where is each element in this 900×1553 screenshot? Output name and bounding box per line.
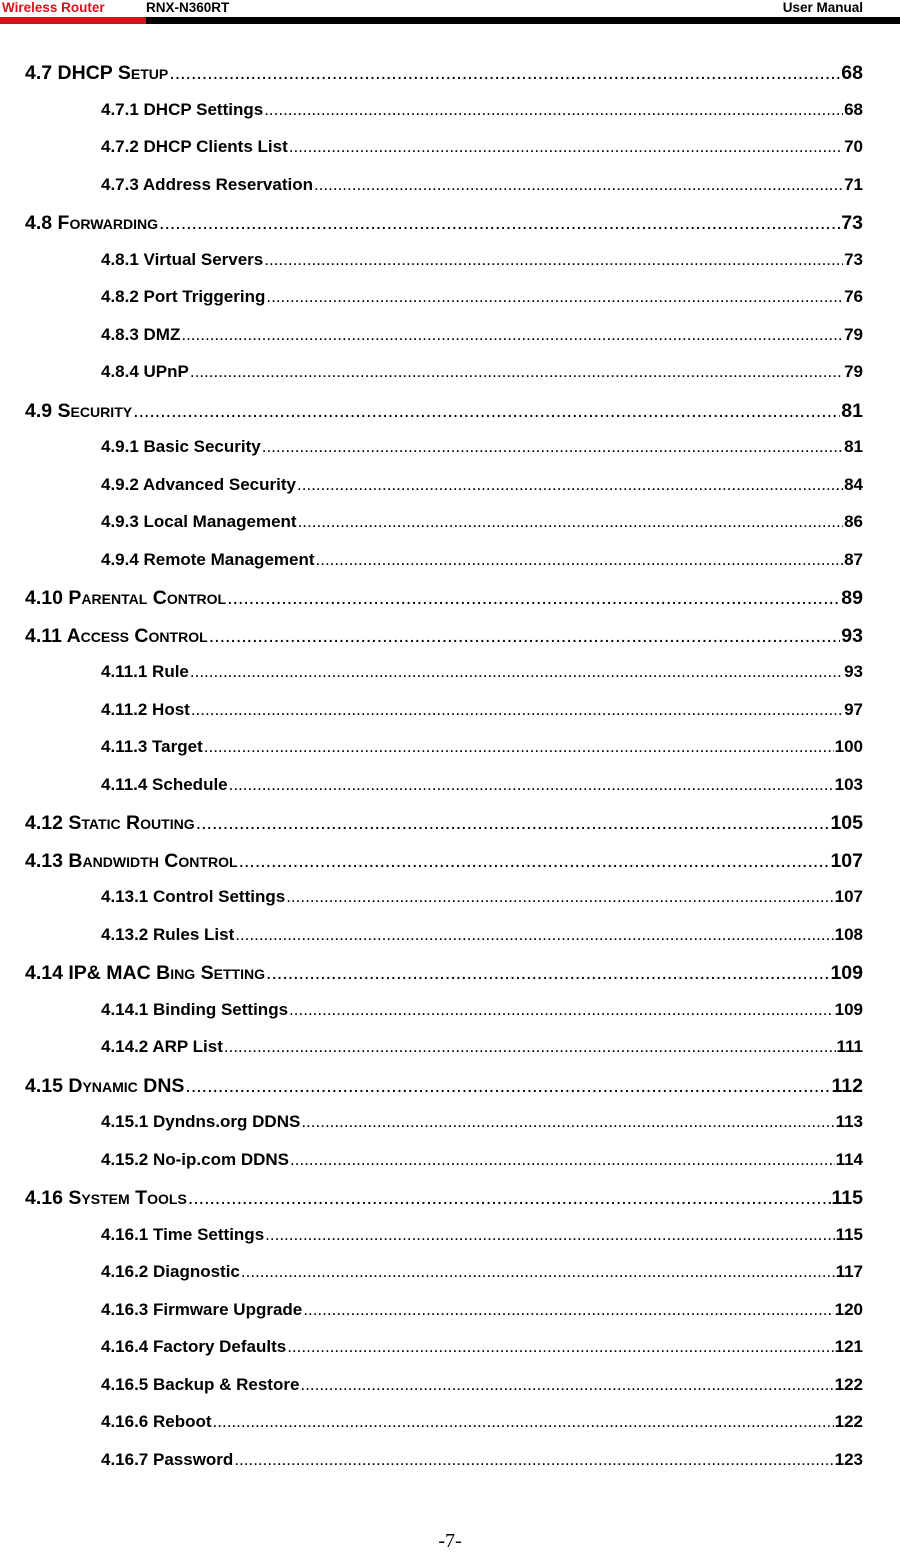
toc-entry-title — [25, 400, 132, 423]
toc-dot-leader — [303, 1300, 833, 1320]
toc-entry-title — [101, 437, 261, 457]
toc-title-text: 4.11.2 Host — [101, 699, 190, 719]
toc-dot-leader — [159, 212, 840, 235]
toc-dot-leader — [289, 1000, 834, 1020]
toc-subsection-entry[interactable] — [25, 1337, 863, 1375]
toc-subsection-entry[interactable] — [25, 1300, 863, 1338]
toc-title-smallcaps: ING — [170, 966, 196, 982]
toc-entry-title — [101, 1300, 302, 1320]
toc-entry-title — [101, 325, 180, 345]
toc-page-number: 84 — [844, 474, 863, 494]
toc-page-number: 81 — [844, 437, 863, 456]
toc-section-entry[interactable] — [25, 625, 863, 663]
toc-entry-title — [101, 550, 315, 570]
toc-dot-leader — [301, 1112, 834, 1132]
toc-subsection-entry[interactable] — [25, 325, 863, 363]
toc-title-smallcaps: ECURITY — [70, 403, 133, 420]
toc-entry-title — [101, 1375, 299, 1395]
page-number: -7- — [438, 1530, 462, 1552]
toc-title-smallcaps: YSTEM — [81, 1191, 130, 1207]
toc-dot-leader — [298, 512, 844, 532]
toc-section-entry[interactable] — [25, 1187, 863, 1225]
toc-dot-leader — [314, 175, 843, 195]
toc-subsection-entry[interactable] — [25, 775, 863, 813]
header-rule-bar — [146, 17, 900, 24]
toc-dot-leader — [188, 1187, 831, 1210]
toc-subsection-entry[interactable] — [25, 287, 863, 325]
toc-entry-title — [101, 1112, 300, 1132]
toc-dot-leader — [241, 1262, 835, 1282]
toc-dot-leader — [185, 1075, 830, 1098]
toc-entry-title — [101, 175, 313, 195]
toc-dot-leader — [181, 325, 843, 345]
toc-page-number: 113 — [835, 1112, 863, 1131]
toc-title-text: 4.16.4 Factory Defaults — [101, 1337, 287, 1356]
toc-subsection-entry[interactable] — [25, 1375, 863, 1413]
toc-page-number: 120 — [834, 1299, 863, 1319]
toc-dot-leader — [290, 1150, 835, 1170]
toc-entry-title — [25, 812, 195, 835]
toc-title-text: 4.7.1 DHCP Settings — [101, 99, 264, 119]
toc-title-text: C — [158, 849, 179, 872]
toc-page-number: 107 — [834, 887, 863, 906]
toc-entry-title — [101, 925, 234, 945]
toc-title-text: 4.14 IP& MAC B — [25, 962, 171, 984]
toc-page-number: 112 — [831, 1074, 863, 1097]
toc-subsection-entry[interactable] — [25, 1037, 863, 1075]
toc-title-text: 4.7 DHCP S — [25, 62, 131, 84]
toc-dot-leader — [264, 100, 843, 120]
toc-entry-title — [101, 512, 297, 532]
toc-page-number: 123 — [834, 1449, 863, 1469]
toc-title-text: 4.13.1 Control Settings — [101, 887, 286, 906]
toc-subsection-entry[interactable] — [25, 137, 863, 175]
toc-page-number: 93 — [844, 662, 863, 681]
toc-dot-leader — [133, 400, 840, 423]
toc-title-text: 4.16.1 Time Settings — [101, 1224, 265, 1244]
toc-dot-leader — [224, 1037, 836, 1057]
toc-title-text: 4.14.2 ARP List — [101, 1037, 223, 1056]
toc-dot-leader — [287, 1337, 833, 1357]
toc-dot-leader — [316, 550, 844, 570]
toc-title-text: 4.11.3 Target — [101, 737, 203, 756]
toc-subsection-entry[interactable] — [25, 475, 863, 513]
toc-entry-title — [101, 887, 285, 907]
toc-entry-title — [101, 137, 288, 157]
toc-title-smallcaps: ONTROL — [148, 628, 208, 645]
toc-page-number: 97 — [844, 699, 863, 719]
toc-dot-leader — [239, 850, 830, 873]
toc-entry-title — [25, 962, 265, 985]
toc-entry-title — [101, 362, 189, 382]
toc-dot-leader — [227, 587, 840, 610]
toc-subsection-entry[interactable] — [25, 362, 863, 400]
toc-entry-title — [25, 1187, 187, 1210]
toc-section-entry[interactable] — [25, 400, 863, 438]
toc-dot-leader — [265, 1225, 834, 1245]
toc-page-number: 122 — [834, 1412, 863, 1431]
toc-page-number: 79 — [844, 324, 863, 344]
toc-page-number: 93 — [841, 624, 863, 647]
toc-entry-title — [25, 62, 168, 85]
toc-page-number: 81 — [841, 399, 863, 422]
toc-section-entry[interactable] — [25, 1075, 863, 1113]
toc-dot-leader — [234, 1450, 833, 1470]
toc-title-text: 4.13 B — [25, 849, 83, 872]
toc-title-text: 4.15.1 Dyndns.org DDNS — [101, 1112, 301, 1131]
toc-entry-title — [101, 1000, 288, 1020]
toc-page-number: 117 — [835, 1262, 863, 1281]
toc-entry-title — [25, 587, 226, 610]
toc-dot-leader — [169, 62, 840, 85]
toc-title-text: 4.16.7 Password — [101, 1449, 234, 1469]
toc-page-number: 114 — [835, 1149, 863, 1169]
toc-title-text: 4.9 S — [25, 399, 71, 422]
toc-title-text: 4.7.3 Address Reservation — [101, 174, 313, 194]
toc-entry-title — [101, 700, 190, 720]
toc-title-text: 4.12 S — [25, 812, 82, 834]
toc-title-text: T — [129, 1187, 148, 1209]
toc-entry-title — [101, 1037, 223, 1057]
toc-page-number: 89 — [841, 587, 863, 609]
toc-title-text: DNS — [137, 1074, 185, 1097]
toc-page-number: 105 — [830, 812, 863, 834]
toc-title-smallcaps: ARENTAL — [81, 591, 148, 607]
toc-entry-title — [101, 1337, 286, 1357]
toc-title-text: 4.15.2 No-ip.com DDNS — [101, 1149, 289, 1169]
toc-dot-leader — [190, 662, 843, 682]
toc-title-text: 4.15 D — [25, 1074, 83, 1097]
toc-page-number: 122 — [834, 1374, 863, 1394]
toc-dot-leader — [286, 887, 833, 907]
toc-title-smallcaps: YNAMIC — [82, 1078, 138, 1095]
toc-title-smallcaps: ETUP — [130, 66, 169, 82]
toc-dot-leader — [266, 287, 843, 307]
toc-page-number: 86 — [844, 512, 863, 531]
toc-section-entry[interactable] — [25, 812, 863, 850]
toc-entry-title — [25, 1075, 184, 1098]
toc-subsection-entry[interactable] — [25, 1450, 863, 1488]
toc-page-number: 109 — [830, 962, 863, 984]
toc-section-entry[interactable] — [25, 62, 863, 100]
toc-subsection-entry[interactable] — [25, 175, 863, 213]
toc-entry-title — [101, 1412, 212, 1432]
toc-title-text: 4.14.1 Binding Settings — [101, 999, 289, 1019]
toc-page-number: 70 — [844, 137, 863, 156]
toc-title-text: R — [120, 812, 141, 834]
toc-entry-title — [101, 1450, 233, 1470]
toc-entry-title — [25, 625, 208, 648]
toc-entry-title — [101, 100, 263, 120]
toc-section-entry[interactable] — [25, 850, 863, 888]
toc-title-text: 4.16.5 Backup & Restore — [101, 1374, 300, 1394]
toc-page-number: 87 — [844, 549, 863, 569]
toc-title-text: 4.16 S — [25, 1187, 82, 1209]
toc-title-text: C — [129, 624, 149, 647]
header-manual-label: User Manual — [782, 0, 863, 15]
toc-dot-leader — [209, 625, 841, 648]
toc-title-smallcaps: ONTROL — [178, 853, 238, 870]
toc-title-smallcaps: ANDWIDTH — [82, 853, 159, 870]
toc-dot-leader — [266, 962, 829, 985]
header-accent-bar — [0, 17, 146, 24]
toc-section-entry[interactable] — [25, 587, 863, 625]
toc-dot-leader — [196, 812, 830, 835]
toc-dot-leader — [229, 775, 834, 795]
toc-page-number: 79 — [844, 362, 863, 381]
toc-entry-title — [101, 287, 265, 307]
toc-subsection-entry[interactable] — [25, 1150, 863, 1188]
toc-title-text: S — [195, 962, 214, 984]
toc-dot-leader — [264, 250, 843, 270]
toc-subsection-entry[interactable] — [25, 100, 863, 138]
toc-page-number: 68 — [844, 99, 863, 119]
header-model: RNX-N360RT — [146, 0, 230, 15]
toc-title-text: 4.11.4 Schedule — [101, 774, 228, 794]
toc-page-number: 107 — [830, 849, 863, 872]
toc-title-text: 4.16.6 Reboot — [101, 1412, 212, 1431]
page-header — [0, 0, 900, 26]
toc-title-text: 4.13.2 Rules List — [101, 924, 235, 944]
toc-entry-title — [101, 475, 296, 495]
toc-page-number: 108 — [834, 924, 863, 944]
toc-title-text: 4.9.4 Remote Management — [101, 549, 315, 569]
toc-title-text: 4.8.3 DMZ — [101, 324, 181, 344]
toc-title-text: C — [147, 587, 167, 609]
toc-subsection-entry[interactable] — [25, 512, 863, 550]
toc-page-number: 103 — [834, 774, 863, 794]
toc-title-smallcaps: ONTROL — [166, 591, 227, 607]
toc-title-text: 4.11.1 Rule — [101, 662, 189, 681]
toc-section-entry[interactable] — [25, 962, 863, 1000]
toc-subsection-entry[interactable] — [25, 550, 863, 588]
toc-dot-leader — [289, 137, 843, 157]
toc-subsection-entry[interactable] — [25, 700, 863, 738]
toc-subsection-entry[interactable] — [25, 925, 863, 963]
toc-page-number: 115 — [831, 1187, 863, 1209]
toc-entry-title — [101, 1150, 289, 1170]
toc-subsection-entry[interactable] — [25, 662, 863, 700]
toc-dot-leader — [235, 925, 833, 945]
toc-title-text: 4.8 F — [25, 212, 70, 234]
toc-page-number: 109 — [834, 999, 863, 1019]
toc-page-number: 68 — [841, 62, 863, 84]
toc-entry-title — [101, 775, 228, 795]
toc-entry-title — [25, 850, 238, 873]
toc-title-text: 4.8.4 UPnP — [101, 362, 189, 381]
toc-title-text: 4.10 P — [25, 587, 82, 609]
toc-subsection-entry[interactable] — [25, 1112, 863, 1150]
toc-entry-title — [101, 662, 189, 682]
toc-page-number: 76 — [844, 287, 863, 306]
toc-title-text: 4.8.1 Virtual Servers — [101, 249, 264, 269]
toc-subsection-entry[interactable] — [25, 1000, 863, 1038]
toc-title-smallcaps: ORWARDING — [69, 216, 159, 232]
toc-title-text: 4.16.3 Firmware Upgrade — [101, 1299, 303, 1319]
toc-subsection-entry[interactable] — [25, 737, 863, 775]
toc-entry-title — [101, 1262, 240, 1282]
toc-title-text: 4.9.3 Local Management — [101, 512, 297, 531]
toc-title-text: 4.9.1 Basic Security — [101, 437, 261, 456]
toc-title-text: 4.9.2 Advanced Security — [101, 474, 296, 494]
toc-page-number: 100 — [834, 737, 863, 756]
toc-subsection-entry[interactable] — [25, 887, 863, 925]
header-brand: Wireless Router — [2, 0, 105, 15]
toc-subsection-entry[interactable] — [25, 250, 863, 288]
toc-page-number: 115 — [835, 1224, 863, 1244]
toc-entry-title — [101, 1225, 264, 1245]
toc-title-text: 4.7.2 DHCP Clients List — [101, 137, 288, 156]
toc-entry-title — [25, 212, 158, 235]
toc-page-number: 71 — [844, 174, 863, 194]
table-of-contents — [25, 62, 863, 1487]
toc-title-smallcaps: OUTING — [140, 816, 195, 832]
toc-page-number: 121 — [834, 1337, 863, 1356]
toc-page-number: 73 — [841, 212, 863, 234]
toc-dot-leader — [213, 1412, 834, 1432]
toc-title-smallcaps: TATIC — [81, 816, 121, 832]
toc-subsection-entry[interactable] — [25, 1225, 863, 1263]
toc-dot-leader — [204, 737, 834, 757]
toc-subsection-entry[interactable] — [25, 437, 863, 475]
toc-title-smallcaps: CCESS — [80, 628, 129, 645]
toc-entry-title — [101, 737, 203, 757]
toc-subsection-entry[interactable] — [25, 1412, 863, 1450]
toc-title-text: 4.8.2 Port Triggering — [101, 287, 266, 306]
toc-page-number: 111 — [836, 1037, 863, 1056]
toc-title-smallcaps: OOLS — [147, 1191, 187, 1207]
toc-dot-leader — [297, 475, 843, 495]
toc-dot-leader — [262, 437, 843, 457]
toc-page-number: 73 — [844, 249, 863, 269]
toc-dot-leader — [191, 700, 843, 720]
toc-subsection-entry[interactable] — [25, 1262, 863, 1300]
toc-dot-leader — [190, 362, 843, 382]
toc-dot-leader — [300, 1375, 833, 1395]
toc-title-smallcaps: ETTING — [213, 966, 266, 982]
toc-section-entry[interactable] — [25, 212, 863, 250]
toc-title-text: 4.16.2 Diagnostic — [101, 1262, 240, 1281]
toc-title-text: 4.11 A — [25, 624, 81, 647]
toc-entry-title — [101, 250, 263, 270]
